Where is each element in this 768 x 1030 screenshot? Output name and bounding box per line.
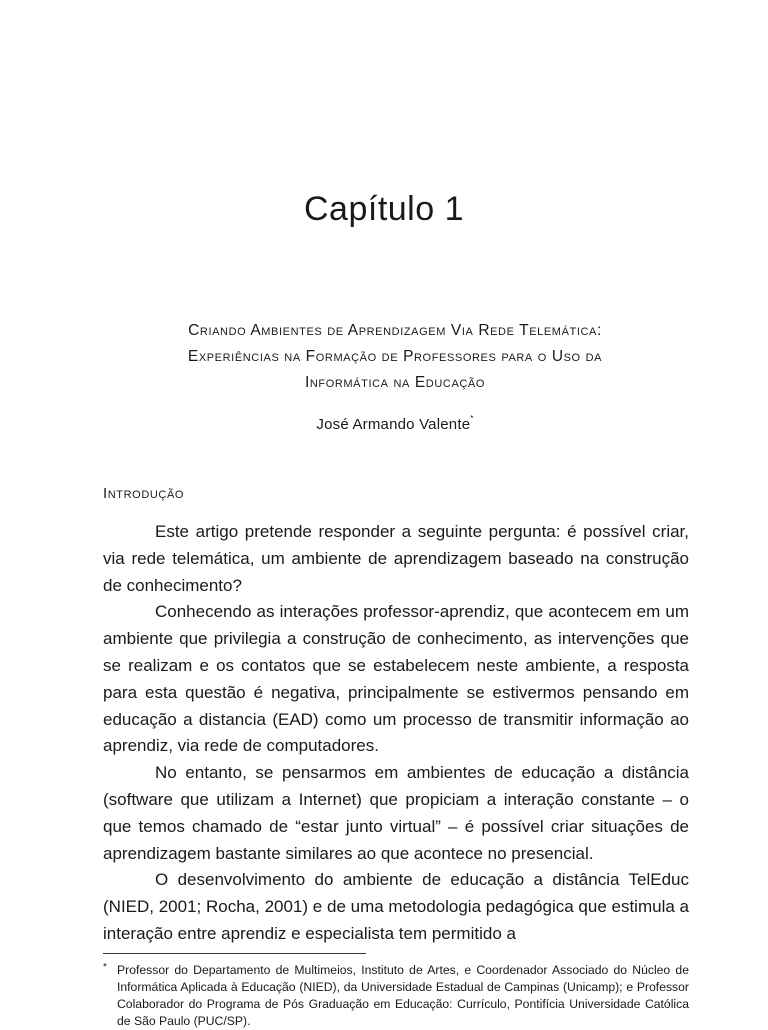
title-line-2: Experiências na Formação de Professores para o Uso da bbox=[187, 348, 603, 365]
article-title bbox=[100, 318, 690, 396]
body-text bbox=[103, 519, 689, 948]
chapter-heading: Capítulo 1 bbox=[304, 190, 464, 228]
author-footnote-mark: * bbox=[470, 414, 474, 423]
paragraph-4: O desenvolvimento do ambiente de educação a distância TelEduc (NIED, 2001; Rocha, 2001) e de uma metodologia pedagógica que estimula a interação entre aprendiz e especialista tem permitido a bbox=[103, 870, 689, 943]
title-line-3: Informática na Educação bbox=[304, 374, 486, 391]
footnote-divider bbox=[103, 953, 366, 954]
footnote-text: Professor do Departamento de Multimeios, Instituto de Artes, e Coordenador Associado do Núcleo de Informática Aplicada à Educação (NIED), da Universidade Estadual de Campinas (Unicamp); e Professor Colaborador do Programa de Pós Graduação em Educação: Currículo, Pontifícia Universidade Católica de São Paulo (PUC/SP). bbox=[117, 963, 689, 1028]
paragraph-2: Conhecendo as interações professor-aprendiz, que acontecem em um ambiente que privilegia a construção de conhecimento, as intervenções que se realizam e os contatos que se estabelecem neste ambiente, a resposta para esta questão é negativa, principalmente se estivermos pensando em educação a distancia (EAD) como um processo de transmitir informação ao aprendiz, via rede de computadores. bbox=[103, 602, 689, 756]
footnote bbox=[103, 962, 689, 1030]
author-name: José Armando Valente bbox=[316, 416, 471, 433]
section-heading: Introdução bbox=[103, 485, 185, 502]
paragraph-1: Este artigo pretende responder a seguinte pergunta: é possível criar, via rede telemática, um ambiente de aprendizagem baseado na construção de conhecimento? bbox=[103, 522, 689, 595]
author-line bbox=[0, 414, 768, 433]
paragraph-3: No entanto, se pensarmos em ambientes de educação a distância (software que utilizam a Internet) que propiciam a interação constante – o que temos chamado de “estar junto virtual” – é possível criar situações de aprendizagem bastante similares ao que acontece no presencial. bbox=[103, 763, 689, 863]
title-line-1: Criando Ambientes de Aprendizagem Via Rede Telemática: bbox=[188, 322, 602, 339]
footnote-mark: * bbox=[103, 962, 107, 973]
